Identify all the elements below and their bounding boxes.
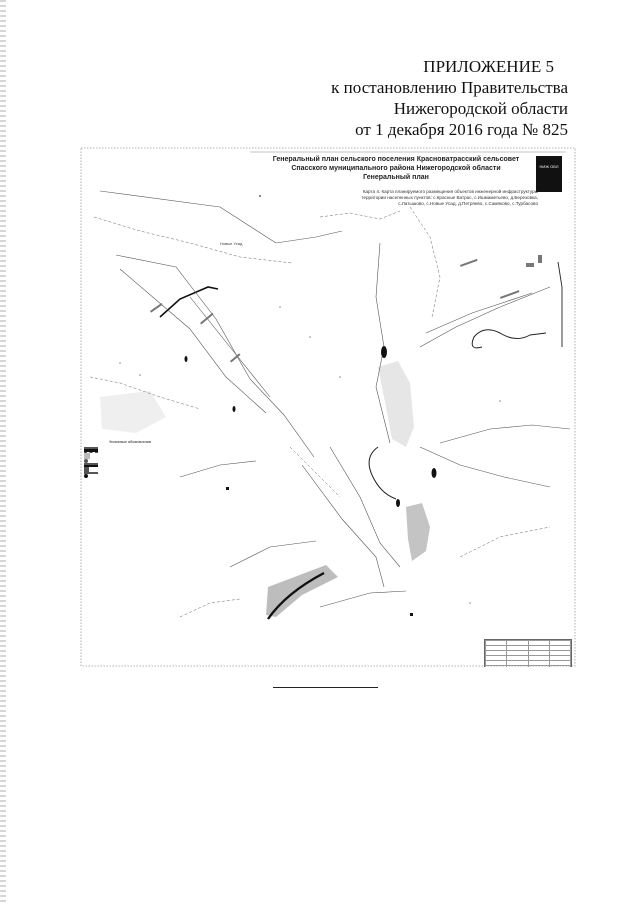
legend-title: Условные обозначения xyxy=(109,440,151,444)
stamp-grid xyxy=(485,640,571,667)
appendix-decree: к постановлению Правительства xyxy=(331,78,568,97)
scan-edge xyxy=(0,0,6,905)
legend-symbol xyxy=(84,474,88,478)
emblem-text: НИЖ ОБЛ xyxy=(539,164,559,169)
map-title-line-3: Генеральный план xyxy=(363,174,429,181)
map-subtitle-line-1: Карта 4. Карта планируемого размещения объектов инженерной инфраструктуры xyxy=(362,189,538,194)
map-title xyxy=(256,155,536,182)
general-plan-map xyxy=(80,147,576,667)
map-title-line-2: Спасского муниципального района Нижегородской области xyxy=(291,165,501,172)
coat-of-arms-icon xyxy=(536,156,562,192)
appendix-header xyxy=(330,56,640,140)
map-subtitle-line-2: территории населенных пунктов: с.Красные Ватрас, с.Ишмаметьево, д.Березовка, xyxy=(361,195,538,200)
map-legend xyxy=(84,439,176,478)
appendix-title: ПРИЛОЖЕНИЕ 5 xyxy=(423,57,554,76)
map-subtitle-line-3: с.Латышово, с.Новые Усад, д.Петряево, с.Самяково, с.Турбасово xyxy=(398,201,538,206)
title-block-stamp xyxy=(484,639,572,667)
legend-item xyxy=(84,474,176,478)
closing-divider xyxy=(273,687,378,688)
place-label: Новые Усад xyxy=(220,241,243,246)
map-drawing xyxy=(80,147,576,667)
map-subtitle xyxy=(320,189,538,207)
appendix-region: Нижегородской области xyxy=(393,99,568,118)
appendix-date: от 1 декабря 2016 года № 825 xyxy=(355,120,568,139)
map-title-line-1: Генеральный план сельского поселения Красноватрасский сельсовет xyxy=(272,156,520,163)
